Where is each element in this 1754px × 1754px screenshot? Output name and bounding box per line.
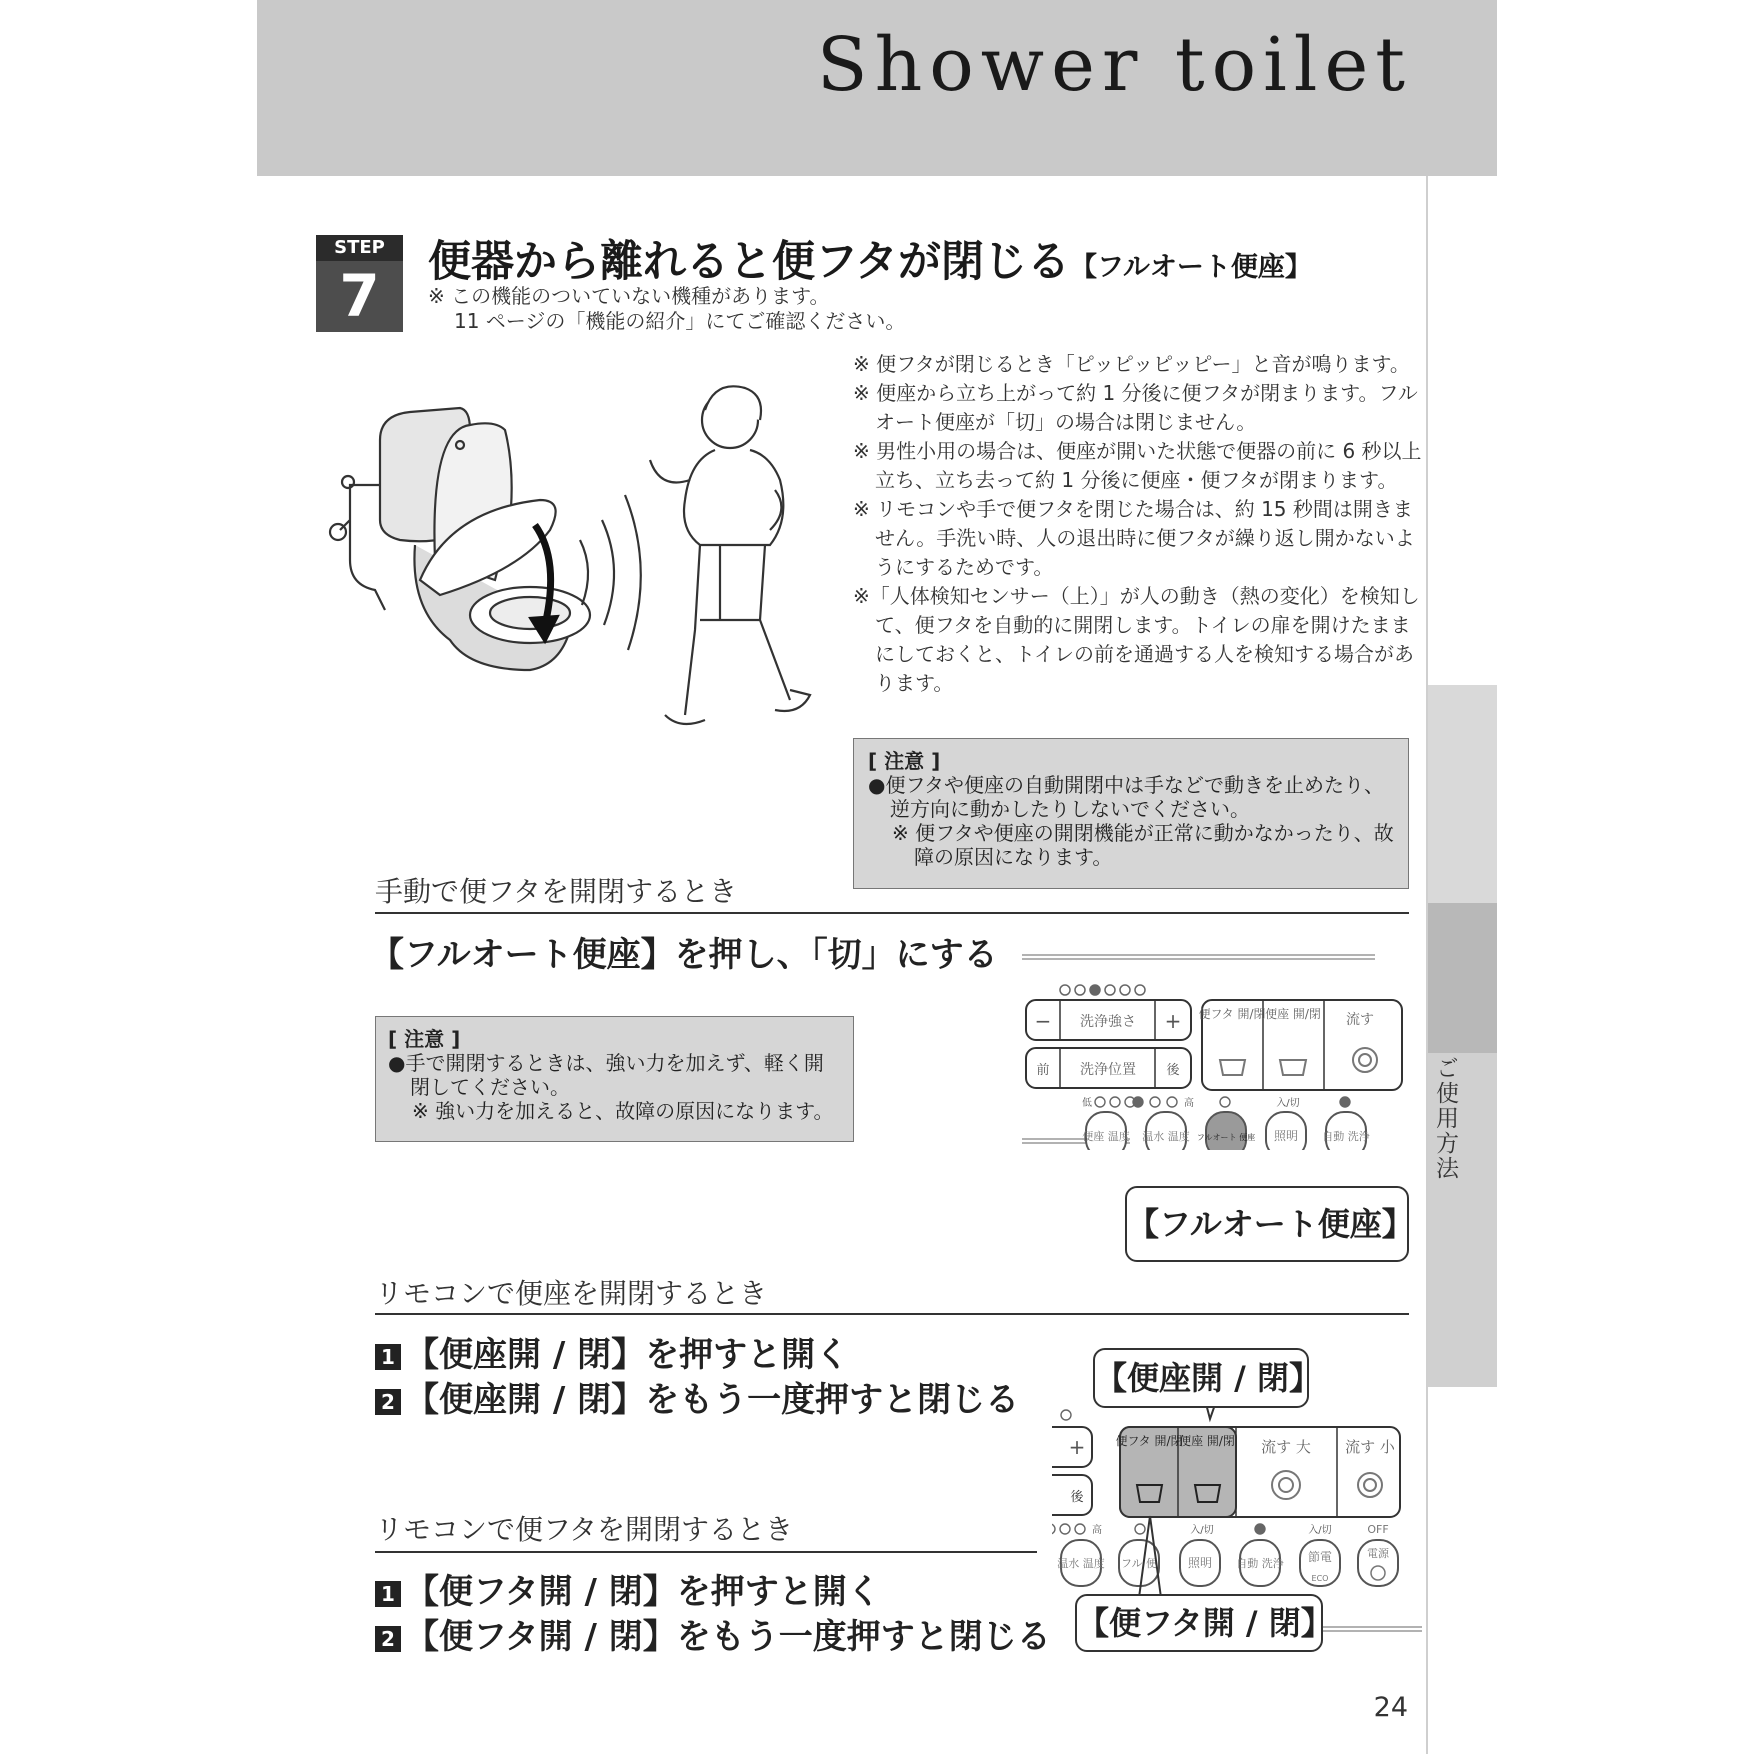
step-note-2: 11 ページの「機能の紹介」にてご確認ください。	[454, 309, 906, 333]
section-heading-seat: リモコンで便座を開閉するとき	[375, 1277, 768, 1310]
callout-seat-open-close: 【便座開 / 閉】	[1093, 1348, 1309, 1408]
plus-label: +	[1164, 1009, 1182, 1033]
off-label: OFF	[1367, 1523, 1389, 1536]
eco-label: 節電	[1307, 1550, 1333, 1564]
step-note-1: ※ この機能のついていない機種があります。	[428, 284, 830, 308]
full-auto-label: フル 便	[1120, 1557, 1158, 1570]
caution-bullet: ●便フタや便座の自動開閉中は手などで動きを止めたり、逆方向に動かしたりしないでください。	[868, 773, 1385, 821]
light-label: 照明	[1273, 1129, 1299, 1143]
note-item: ※ リモコンや手で便フタを閉じた場合は、約 15 秒間は開きません。手洗い時、人の退出時に便フタが繰り返し開かないようにするためです。	[853, 497, 1415, 579]
step-title	[428, 228, 1312, 289]
caution-box-auto	[853, 738, 1409, 889]
notes-list	[853, 350, 1423, 698]
seat-step-1	[375, 1327, 849, 1376]
step-number-box: 2	[375, 1389, 401, 1415]
lid-label: 便フタ 開/閉	[1115, 1434, 1183, 1448]
section-rule	[375, 1313, 1409, 1315]
on-off-label-2: 入/切	[1308, 1525, 1332, 1536]
step-number-box: 1	[375, 1581, 401, 1607]
full-auto-label: フルオート 便座	[1196, 1133, 1256, 1142]
auto-wash-label: 自動 洗浄	[1322, 1130, 1370, 1143]
instruction-full-auto: 【フルオート便座】を押し、「切」にする	[370, 935, 998, 975]
high-label: 高	[1092, 1525, 1102, 1536]
section-rule	[375, 1551, 1037, 1553]
lid-step-1-text: 【便フタ開 / 閉】を押すと開く	[405, 1572, 881, 1612]
full-auto-button[interactable]	[1206, 1112, 1246, 1150]
auto-wash-label: 自動 洗浄	[1236, 1557, 1284, 1570]
section-heading-manual: 手動で便フタを開閉するとき	[375, 875, 738, 908]
power-label: 電源	[1367, 1547, 1389, 1560]
step-title-main: 便器から離れると便フタが閉じる	[428, 237, 1070, 287]
sidebar-tab-middle	[1428, 903, 1497, 1053]
on-off-label: 入/切	[1276, 1098, 1300, 1109]
sidebar-tab-upper	[1428, 685, 1497, 903]
seat-open-close-label: 便座 開/閉	[1265, 1007, 1321, 1021]
flush-big-label: 流す 大	[1261, 1438, 1311, 1456]
seat-step-1-text: 【便座開 / 閉】を押すと開く	[405, 1335, 850, 1375]
brand-title: Shower toilet	[816, 22, 1412, 108]
note-item: ※ 便座から立ち上がって約 1 分後に便フタが閉まります。フルオート便座が「切」の場合は閉じません。	[853, 381, 1418, 434]
minus-label: −	[1034, 1009, 1052, 1033]
light-label: 照明	[1187, 1556, 1213, 1570]
note-item: ※ 便フタが閉じるとき「ピッピッピッピー」と音が鳴ります。	[853, 352, 1410, 376]
lid-step-2-text: 【便フタ開 / 閉】をもう一度押すと閉じる	[405, 1617, 1051, 1657]
front-label: 前	[1036, 1063, 1050, 1078]
section-heading-lid: リモコンで便フタを開閉するとき	[375, 1513, 794, 1546]
plus-label: +	[1068, 1435, 1086, 1459]
seat-label: 便座 開/閉	[1179, 1434, 1235, 1448]
step-badge-label: STEP	[316, 235, 403, 261]
step-badge	[316, 235, 403, 332]
low-label: 低	[1082, 1098, 1092, 1109]
step-number-box: 2	[375, 1626, 401, 1652]
wash-position-label: 洗浄位置	[1080, 1062, 1136, 1078]
note-item: ※「人体検知センサー（上）」が人の動き（熱の変化）を検知して、便フタを自動的に開閉します。トイレの扉を開けたままにしておくと、トイレの前を通過する人を検知する場合があります。	[853, 584, 1420, 695]
lid-step-1	[375, 1564, 881, 1613]
callout-lid-open-close: 【便フタ開 / 閉】	[1075, 1594, 1323, 1652]
step-number-box: 1	[375, 1344, 401, 1370]
on-off-label: 入/切	[1190, 1525, 1214, 1536]
wash-strength-label: 洗浄強さ	[1080, 1014, 1136, 1030]
high-label: 高	[1184, 1098, 1194, 1109]
page-number: 24	[1373, 1692, 1408, 1723]
flush-label: 流す	[1346, 1012, 1374, 1028]
caution-bullet: ●手で開閉するときは、強い力を加えず、軽く開閉してください。	[388, 1051, 824, 1099]
lid-step-2	[375, 1609, 1051, 1658]
remote-panel-full-auto	[1020, 950, 1410, 1150]
caution-note: ※ 便フタや便座の開閉機能が正常に動かなかったり、故障の原因になります。	[892, 821, 1394, 869]
note-item: ※ 男性小用の場合は、便座が開いた状態で便器の前に 6 秒以上立ち、立ち去って約 1 分後に便座・便フタが閉まります。	[853, 439, 1422, 492]
section-rule	[375, 912, 1409, 914]
step-title-sub: 【フルオート便座】	[1070, 252, 1312, 283]
caution-note: ※ 強い力を加えると、故障の原因になります。	[412, 1099, 834, 1123]
toilet-person-illustration	[320, 370, 830, 760]
caution-heading: [ 注意 ]	[388, 1027, 461, 1051]
caution-box-manual	[375, 1016, 854, 1142]
step-number: 7	[339, 262, 380, 330]
flush-small-label: 流す 小	[1345, 1438, 1395, 1456]
back-label: 後	[1070, 1490, 1084, 1505]
water-temp-label: 温水 温度	[1142, 1130, 1190, 1143]
seat-step-2-text: 【便座開 / 閉】をもう一度押すと閉じる	[405, 1380, 1020, 1420]
caution-heading: [ 注意 ]	[868, 749, 941, 773]
callout-full-auto: 【フルオート便座】	[1125, 1186, 1409, 1262]
back-label: 後	[1166, 1063, 1180, 1078]
sidebar-label: ご使用方法	[1432, 1056, 1458, 1181]
eco-sub-label: ECO	[1311, 1574, 1329, 1583]
lid-open-close-label: 便フタ 開/閉	[1198, 1007, 1266, 1021]
seat-step-2	[375, 1372, 1019, 1421]
water-temp-label: 温水 温度	[1057, 1557, 1105, 1570]
seat-temp-label: 便座 温度	[1082, 1130, 1130, 1143]
